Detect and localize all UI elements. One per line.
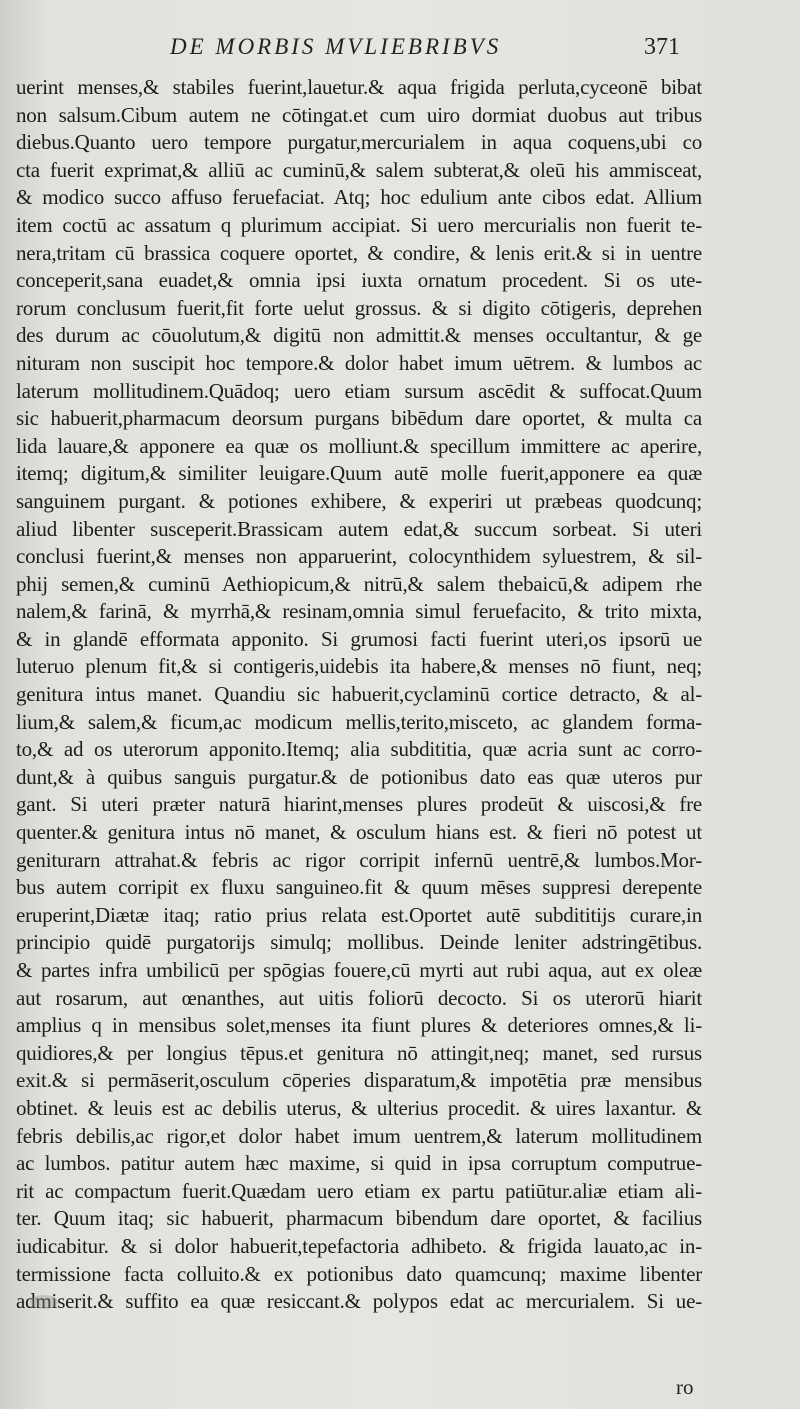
text-line: aliud libenter susceperit.Brassicam autem edat,& succum sorbeat. Si uteri <box>16 516 702 541</box>
text-line: iudicabitur. & si dolor habuerit,tepefactoria adhibeto. & frigida lauato,ac in- <box>16 1233 702 1258</box>
text-line: & in glandē efformata apponito. Si grumosi facti fuerint uteri,os ipsorū ue <box>16 626 702 651</box>
text-line: laterum mollitudinem.Quādoq; uero etiam sursum ascēdit & suffocat.Quum <box>16 378 702 403</box>
text-line: geniturarn attrahat.& febris ac rigor corripit infernū uentrē,& lumbos.Mor- <box>16 847 702 872</box>
text-line: ac lumbos. patitur autem hæc maxime, si quid in ipsa corruptum computrue- <box>16 1151 702 1176</box>
text-line: nituram non suscipit hoc tempore.& dolor habet imum uētrem. & lumbos ac <box>16 350 702 375</box>
text-line: obtinet. & leuis est ac debilis uterus, & ulterius procedit. & uires laxantur. & <box>16 1095 702 1120</box>
text-line: itemq; digitum,& similiter leuigare.Quum autē molle fuerit,apponere ea quæ <box>16 461 702 486</box>
text-line: ter. Quum itaq; sic habuerit, pharmacum bibendum dare oportet, & facilius <box>16 1206 702 1231</box>
text-line: exit.& si permāserit,osculum cōperies disparatum,& impotētia præ mensibus <box>16 1068 702 1093</box>
text-line: rorum conclusum fuerit,fit forte uelut grossus. & si digito cōtigeris, deprehen <box>16 295 702 320</box>
body-text <box>16 74 702 1316</box>
text-line: nera,tritam cū brassica coquere oportet, & condire, & lenis erit.& si in uentre <box>16 240 702 265</box>
text-line: quidiores,& per longius tēpus.et genitura nō attingit,neq; manet, sed rursus <box>16 1040 702 1065</box>
text-line: des durum ac cōuolutum,& digitū non admittit.& menses occultantur, & ge <box>16 323 702 348</box>
text-line: diebus.Quanto uero tempore purgatur,mercurialem in aqua coquens,ubi co <box>16 130 702 155</box>
text-line: febris debilis,ac rigor,et dolor habet imum uentrem,& laterum mollitudinem <box>16 1123 702 1148</box>
text-line: luteruo plenum fit,& si contigeris,uidebis ita habere,& menses nō fiunt, neq; <box>16 654 702 679</box>
text-line: principio quidē purgatorijs simulq; mollibus. Deinde leniter adstringētibus. <box>16 930 702 955</box>
text-line: to,& ad os uterorum apponito.Itemq; alia subdititia, quæ acria sunt ac corro- <box>16 737 702 762</box>
text-line: cta fuerit exprimat,& alliū ac cuminū,& salem subterat,& oleū his ammisceat, <box>16 157 702 182</box>
ink-smudge <box>30 1295 58 1309</box>
text-line: termissione facta colluito.& ex potionibus dato quamcunq; maxime libenter <box>16 1261 702 1286</box>
text-line: dunt,& à quibus sanguis purgatur.& de potionibus dato eas quæ uteros pur <box>16 764 702 789</box>
text-line: rit ac compactum fuerit.Quædam uero etiam ex partu patiūtur.aliæ etiam ali- <box>16 1178 702 1203</box>
catchword: ro <box>676 1375 694 1399</box>
text-line: non salsum.Cibum autem ne cōtingat.et cum uiro dormiat duobus aut tribus <box>16 102 702 127</box>
text-line: item coctū ac assatum q plurimum accipiat. Si uero mercurialis non fuerit te- <box>16 212 702 237</box>
text-line: genitura intus manet. Quandiu sic habuerit,cyclaminū cortice detracto, & al- <box>16 682 702 707</box>
text-line: amplius q in mensibus solet,menses ita fiunt plures & deteriores omnes,& li- <box>16 1013 702 1038</box>
text-line: admiserit.& suffito ea quæ resiccant.& polypos edat ac mercurialem. Si ue- <box>16 1289 702 1314</box>
text-line: lida lauare,& apponere ea quæ os molliunt.& specillum immittere ac aperire, <box>16 433 702 458</box>
running-title: DE MORBIS MVLIEBRIBVS <box>170 34 502 59</box>
page-header <box>0 34 800 74</box>
text-line: conceperit,sana euadet,& omnia ipsi iuxta ornatum procedent. Si os ute- <box>16 268 702 293</box>
page-number: 371 <box>644 34 680 60</box>
text-line: & partes infra umbilicū per spōgias fouere,cū myrti aut rubi aqua, aut ex oleæ <box>16 958 702 982</box>
text-line: gant. Si uteri præter naturā hiarint,menses plures prodeūt & uiscosi,& fre <box>16 792 702 817</box>
text-line: & modico succo affuso feruefaciat. Atq; hoc edulium ante cibos edat. Allium <box>16 185 702 210</box>
text-line: quenter.& genitura intus nō manet, & osculum hians est. & fieri nō potest ut <box>16 820 702 845</box>
text-line: bus autem corripit ex fluxu sanguineo.fit & quum mēses suppresi derepente <box>16 875 702 900</box>
text-line: uerint menses,& stabiles fuerint,lauetur.& aqua frigida perluta,cyceonē bibat <box>16 75 702 99</box>
text-line: sanguinem purgant. & potiones exhibere, & experiri ut præbeas quodcunq; <box>16 488 702 513</box>
text-line: lium,& salem,& ficum,ac modicum mellis,terito,misceto, ac glandem forma- <box>16 709 702 734</box>
text-line: phij semen,& cuminū Aethiopicum,& nitrū,& salem thebaicū,& adipem rhe <box>16 571 702 596</box>
text-line: nalem,& farinā, & myrrhā,& resinam,omnia simul feruefacito, & trito mixta, <box>16 599 702 624</box>
text-line: sic habuerit,pharmacum deorsum purgans bibēdum dare oportet, & multa ca <box>16 406 702 431</box>
text-line: aut rosarum, aut œnanthes, aut uitis foliorū decocto. Si os uterorū hiarit <box>16 985 702 1010</box>
text-line: conclusi fuerint,& menses non apparuerint, colocynthidem syluestrem, & sil- <box>16 544 702 569</box>
text-line: eruperint,Diætæ itaq; ratio prius relata est.Oportet autē subdititijs curare,in <box>16 902 702 927</box>
